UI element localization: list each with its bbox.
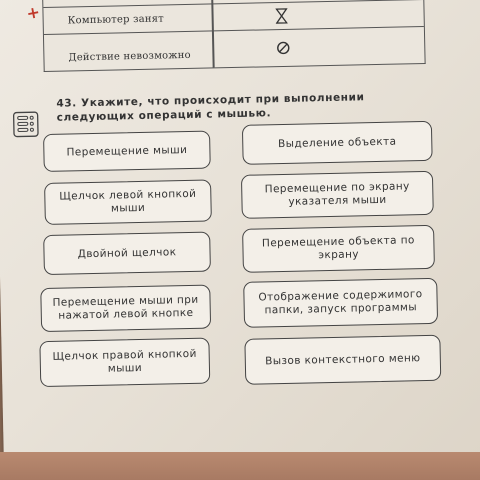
row-label: Действие невозможно	[68, 49, 191, 64]
left-box-4: Перемещение мыши при нажатой левой кнопке	[40, 285, 211, 333]
right-box-2: Перемещение по экрану указателя мыши	[241, 171, 434, 219]
left-box-5: Щелчок правой кнопкой мыши	[39, 338, 210, 388]
row-label: Компьютер занят	[67, 13, 165, 27]
left-box-3: Двойной щелчок	[43, 232, 211, 275]
question-number: 43.	[56, 97, 77, 110]
left-box-1: Перемещение мыши	[43, 131, 211, 172]
margin-mark: +	[24, 2, 42, 24]
right-box-3: Перемещение объекта по экрану	[242, 225, 435, 273]
hourglass-icon	[275, 8, 287, 28]
question-text	[56, 89, 432, 125]
no-entry-icon	[276, 40, 290, 59]
table-row	[44, 26, 425, 71]
right-box-5: Вызов контекстного меню	[244, 335, 441, 385]
left-box-2: Щелчок левой кнопкой мыши	[44, 179, 212, 224]
question-body: Укажите, что происходит при выполнении следующих операций с мышью.	[56, 91, 365, 124]
right-box-1: Выделение объекта	[242, 121, 433, 165]
right-box-4: Отображение содержимого папки, запуск программы	[243, 278, 438, 328]
desk-surface	[0, 452, 480, 480]
exercise-icon	[13, 111, 40, 138]
cursor-table	[42, 0, 426, 72]
